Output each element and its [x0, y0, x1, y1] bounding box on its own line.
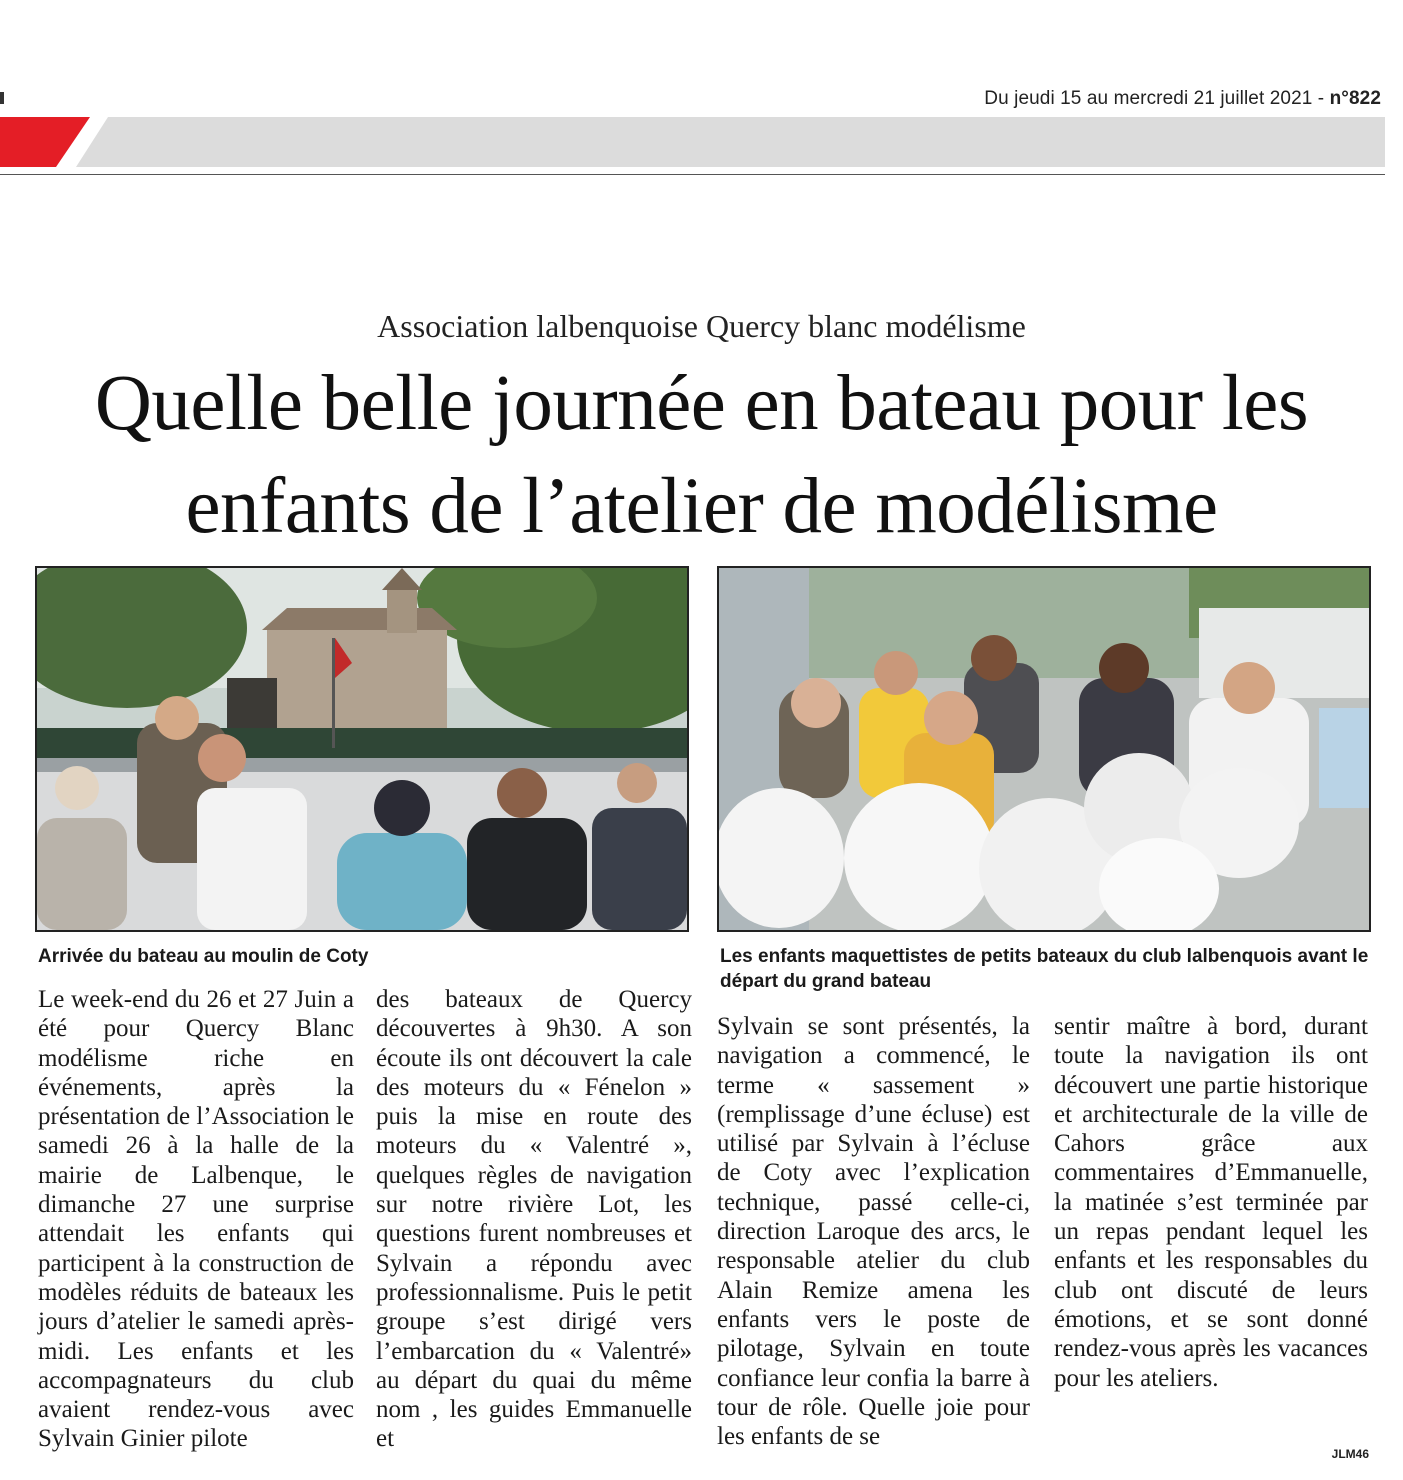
caption-photo-left: Arrivée du bateau au moulin de Coty: [38, 946, 369, 967]
photo-children-on-boat: [717, 566, 1371, 932]
page-corner-mark: [0, 92, 4, 104]
issue-line: [984, 88, 1381, 110]
caption-photo-right: Les enfants maquettistes de petits bateaux du club lalbenquois avant le départ du grand bateau: [720, 946, 1369, 992]
article-column-3: Sylvain se sont présentés, la navigation a commencé, le terme « sassement » (remplissage d’une écluse) est utilisé par Sylvain à l’écluse de Coty avec l’explication technique, passé celle-ci, direction Laroque des arcs, le responsable atelier du club Alain Remize amena les enfants vers le poste de pilotage, Sylvain en toute confiance leur confia la barre à tour de rôle. Quelle joie pour les enfants de se: [717, 1013, 1030, 1451]
article-column-2: des bateaux de Quercy découvertes à 9h30. A son écoute ils ont découvert la cale des moteurs du « Fénelon » puis la mise en route des moteurs du « Valentré », quelques règles de navigation sur notre rivière Lot, les questions furent nombreuses et Sylvain a répondu avec professionnalisme. Puis le petit groupe s’est dirigé vers l’embarcation du « Valentré» au départ du quai du même nom , les guides Emmanuelle et: [376, 986, 692, 1453]
photo-boat-at-mill: [35, 566, 689, 932]
header-band: [0, 117, 1385, 167]
author-signature: JLM46: [1331, 1447, 1369, 1461]
article-kicker: Association lalbenquoise Quercy blanc modélisme: [377, 308, 1026, 344]
header-rule: [0, 174, 1385, 175]
header-band-red: [0, 117, 90, 167]
article-headline: Quelle belle journée en bateau pour les enfants de l’atelier de modélisme: [94, 360, 1309, 550]
issue-dates: Du jeudi 15 au mercredi 21 juillet 2021 -: [984, 88, 1330, 109]
article-column-1: Le week-end du 26 et 27 Juin a été pour Quercy Blanc modélisme riche en événements, après la présentation de l’Association le samedi 26 à la halle de la mairie de Lalbenque, le dimanche 27 une surprise attendait les enfants qui participent à la construction de modèles réduits de bateaux les jours d’atelier le samedi après-midi. Les enfants et les accompagnateurs du club avaient rendez-vous avec Sylvain Ginier pilote: [38, 986, 354, 1453]
issue-number: n°822: [1329, 88, 1381, 109]
header-band-gray: [76, 117, 1385, 167]
article-column-4: sentir maître à bord, durant toute la navigation ils ont découvert une partie historique et architecturale de la ville de Cahors grâce aux commentaires d’Emmanuelle, la matinée s’est terminée par un repas pendant lequel les enfants et les responsables du club ont discuté de leurs émotions, et se sont donné rendez-vous après les vacances pour les ateliers.: [1054, 1013, 1368, 1392]
